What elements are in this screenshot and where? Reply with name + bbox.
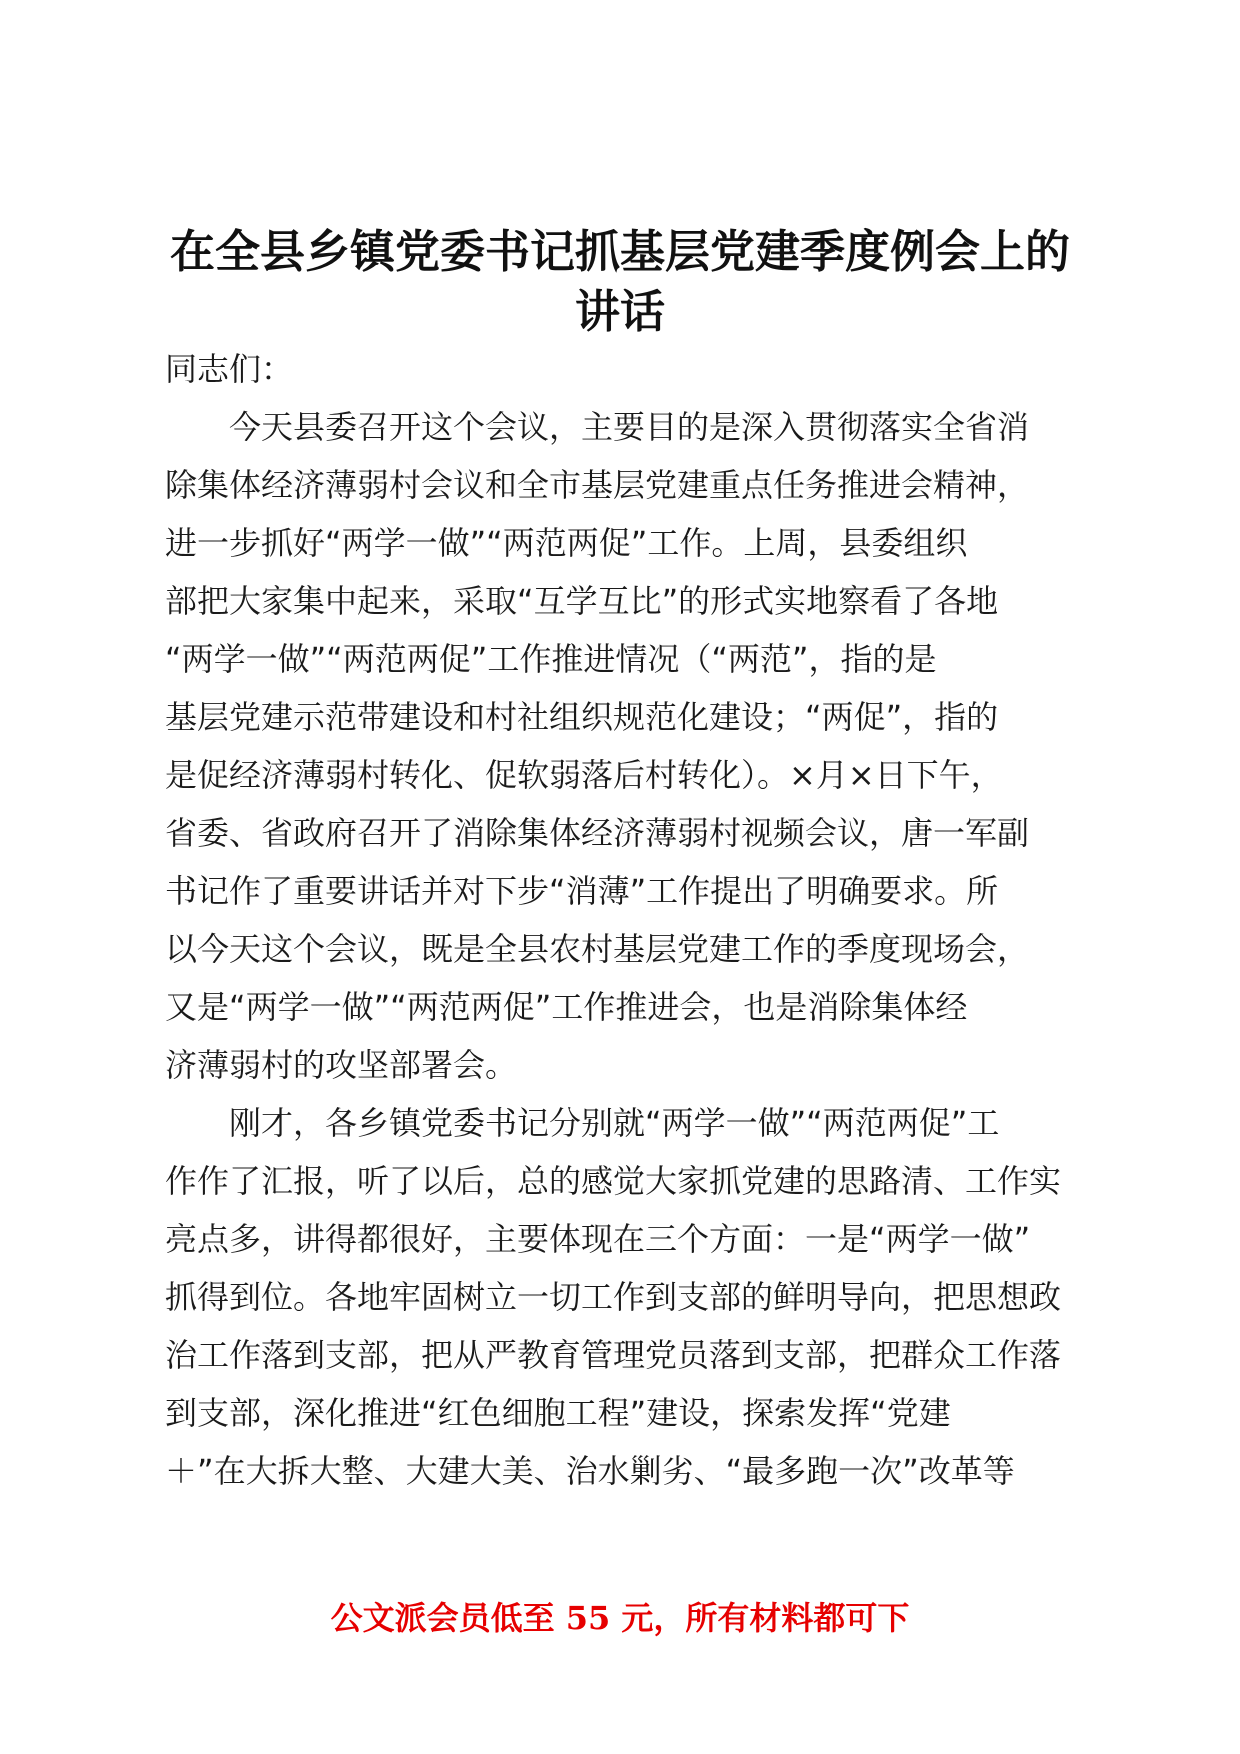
body-line: 以今天这个会议，既是全县农村基层党建工作的季度现场会， [165,930,1030,968]
body-line: 是促经济薄弱村转化、促软弱落后村转化）。×月×日下午， [165,756,1003,794]
body-line: 济薄弱村的攻坚部署会。 [165,1046,518,1084]
body-line: 除集体经济薄弱村会议和全市基层党建重点任务推进会精神， [165,466,1030,504]
title-line: 在全县乡镇党委书记抓基层党建季度例会上的 [169,225,1070,278]
body-line: 到支部，深化推进“红色细胞工程”建设，探索发挥“党建 [165,1394,951,1432]
body-line: 进一步抓好“两学一做”“两范两促”工作。上周，县委组织 [165,524,968,562]
body-line: 刚才，各乡镇党委书记分别就“两学一做”“两范两促”工 [165,1104,1000,1142]
document-body [165,340,1105,1500]
body-line: 抓得到位。各地牢固树立一切工作到支部的鲜明导向，把思想政 [165,1278,1062,1316]
body-line: “两学一做”“两范两促”工作推进情况（“两范”，指的是 [165,640,937,678]
body-line: 书记作了重要讲话并对下步“消薄”工作提出了明确要求。所 [165,872,999,910]
body-line: 省委、省政府召开了消除集体经济薄弱村视频会议，唐一军副 [165,814,1030,852]
body-line: 部把大家集中起来，采取“互学互比”的形式实地察看了各地 [165,582,999,620]
body-line: ＋”在大拆大整、大建大美、治水剿劣、“最多跑一次”改革等 [165,1452,1015,1490]
body-line: 今天县委召开这个会议，主要目的是深入贯彻落实全省消 [165,408,1030,446]
body-line: 作作了汇报，听了以后，总的感觉大家抓党建的思路清、工作实 [165,1162,1062,1200]
body-line: 基层党建示范带建设和村社组织规范化建设；“两促”，指的 [165,698,999,736]
promo-footer: 公文派会员低至 55 元，所有材料都可下 [330,1599,910,1637]
body-line: 同志们： [165,350,294,388]
body-line: 又是“两学一做”“两范两促”工作推进会，也是消除集体经 [165,988,968,1026]
body-line: 亮点多，讲得都很好，主要体现在三个方面：一是“两学一做” [165,1220,1031,1258]
title-line: 讲话 [574,285,665,338]
document-title [150,222,1090,342]
body-line: 治工作落到支部，把从严教育管理党员落到支部，把群众工作落 [165,1336,1062,1374]
